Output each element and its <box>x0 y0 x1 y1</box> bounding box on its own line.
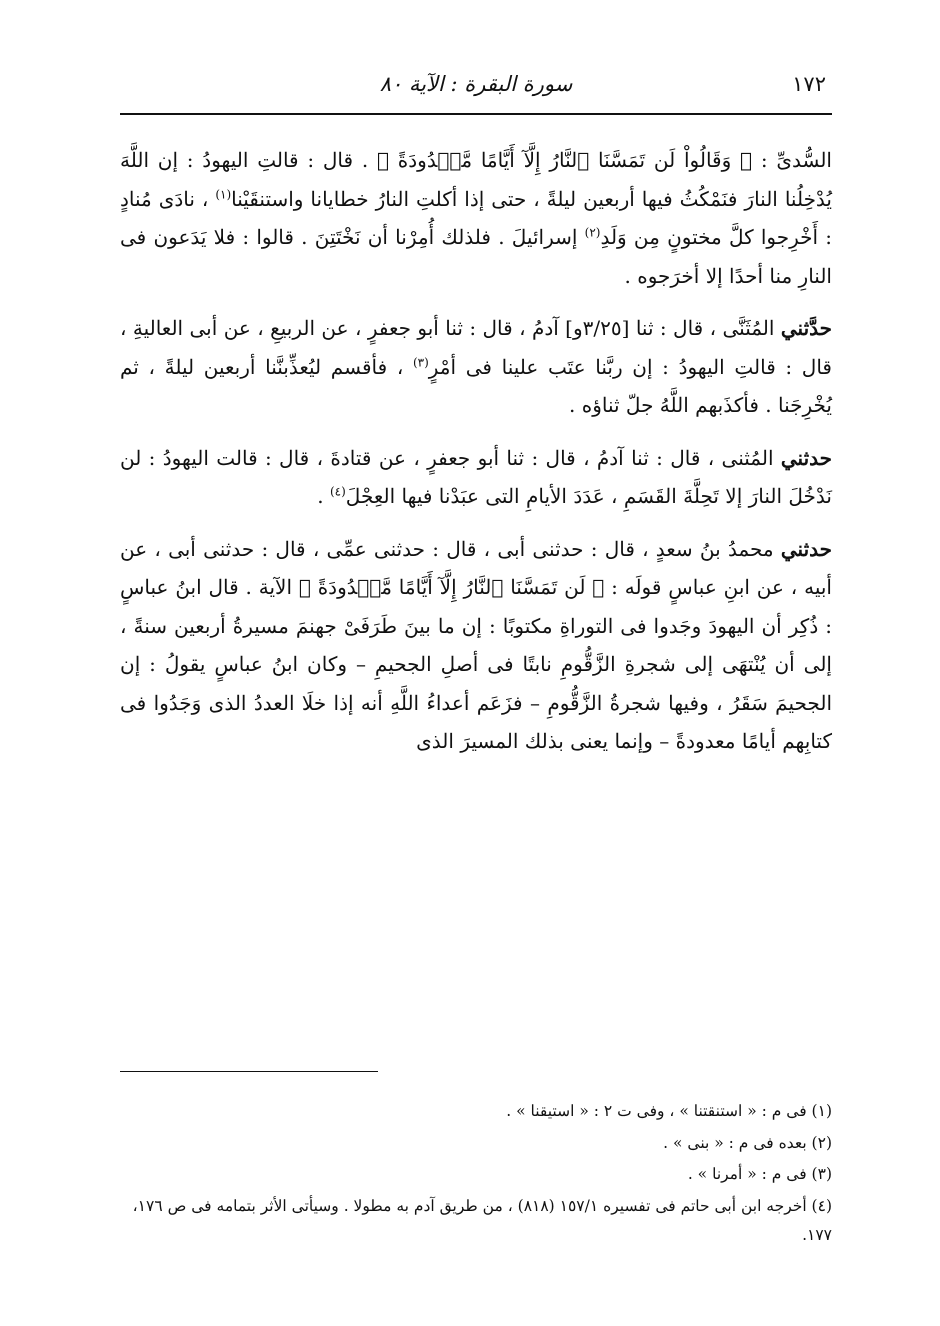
footnote-3: (٣) فى م : « أمرنا » . <box>687 1165 832 1183</box>
paragraph-text: إسرائيلَ . فلذلك أُمِرْنا أن نَخْتَتِنَ . قالوا : فلا يَدَعون فى النارِ منا أحدًا إلا أخرَجوه . <box>120 225 832 288</box>
paragraph-text: السُّدىِّ : ﴿ وَقَالُواْ لَن تَمَسَّنَا ٱلنَّارُ إِلَّآ أَيَّامًا مَّعۡدُودَةً ﴾ . قال : قالتِ اليهودُ : إن اللَّهَ يُدْخِلُنا النارَ فنَمْكُثُ فيها أربعين ليلةً ، حتى إذا أكلتِ النارُ خطايانا واستنقَيْنا <box>120 148 832 211</box>
paragraph-text: . <box>317 484 330 508</box>
paragraph-text: محمدُ بنُ سعدٍ ، قال : حدثنى أبى ، قال : حدثنى عمِّى ، قال : حدثنى أبى ، عن أبيه ، عن ابنِ عباسٍ قولَه : ﴿ لَن تَمَسَّنَا ٱلنَّارُ إِلَّآ أَيَّامًا مَّعۡدُودَةً ﴾ الآية . قال ابنُ عباسٍ : ذُكِر أن اليهودَ وجَدوا فى التوراةِ مكتوبًا : إن ما بينَ طَرَفَىْ جهنمَ مسيرةُ أربعين سنةً ، إلى أن يُنْتهَى إلى شجرةِ الزَّقُّومِ نابتًا فى أصلِ الجحيمِ – وكان ابنُ عباسٍ يقولُ : إن الجحيمَ سَقَرُ ، وفيها شجرةُ الزَّقُّومِ – فزَعَم أعداءُ اللَّهِ أنه إذا خلَا العددُ الذى وَجَدُوا فى كتابِهم أيامًا معدودةً – وإنما يعنى بذلك المسيرَ الذى <box>120 536 832 753</box>
paragraph-text: المُثنى ، قال : ثنا آدمُ ، قال : ثنا أبو جعفرٍ ، عن قتادةَ ، قال : قالت اليهودُ : لن نَدْخُلَ النارَ إلا تَحِلَّةَ القَسَمِ ، عَدَدَ الأيامِ التى عبَدْنا فيها العِجْلَ <box>120 445 832 508</box>
paragraph-ibn-abbas <box>120 530 832 761</box>
narration-opener: حدثني <box>780 536 832 561</box>
paragraph-abul-aliya <box>120 309 832 425</box>
narration-opener: حدثني <box>780 445 832 470</box>
paragraph-text: ، فأقسم ليُعذِّبنَّنا أربعين ليلةً ، ثم يُخْرِجَنا . فأكذَبهم اللَّهُ جلّ ثناؤه . <box>120 354 832 417</box>
footnote-reference[interactable]: (٣) <box>412 354 429 369</box>
footnote-1: (١) فى م : « استنقتنا » ، وفى ت ٢ : « استيقنا » . <box>506 1102 832 1120</box>
paragraph-text: المُثَنَّى ، قال : ثنا [٣/٢٥و] آدمُ ، قال : ثنا أبو جعفرٍ ، عن الربيعِ ، عن أبى العاليةِ ، قال : قالتِ اليهودُ : إن ربَّنا عتَب علينا فى أمْرٍ <box>120 316 832 379</box>
paragraph-qatada <box>120 439 832 516</box>
narration-opener: حدَّثني <box>780 316 832 340</box>
footnote-reference[interactable]: (١) <box>215 186 232 201</box>
page-number: ١٧٢ <box>792 72 826 96</box>
running-title: سورة البقرة : الآية ٨٠ <box>379 72 573 96</box>
running-head <box>120 64 832 104</box>
footnote-2: (٢) بعده فى م : « بنى » . <box>663 1133 832 1152</box>
footnotes <box>120 1097 832 1253</box>
footnote-separator <box>120 1071 378 1072</box>
paragraph-suddi <box>120 141 832 295</box>
main-text <box>120 141 832 775</box>
header-rule <box>120 113 832 115</box>
paragraph-text: ، نادَى مُنادٍ : أَخْرِجوا كلَّ مختونٍ مِن وَلَدِ <box>120 186 833 249</box>
footnote-4: (٤) أخرجه ابن أبى حاتم فى تفسيره ١٥٧/١ (٨١٨) ، من طريق آدم به مطولا . وسيأتى الأثر بتمامه فى ص ١٧٦، ١٧٧. <box>132 1196 832 1244</box>
footnote-reference[interactable]: (٤) <box>329 484 346 499</box>
page <box>120 50 832 1300</box>
footnote-reference[interactable]: (٢) <box>584 225 601 240</box>
